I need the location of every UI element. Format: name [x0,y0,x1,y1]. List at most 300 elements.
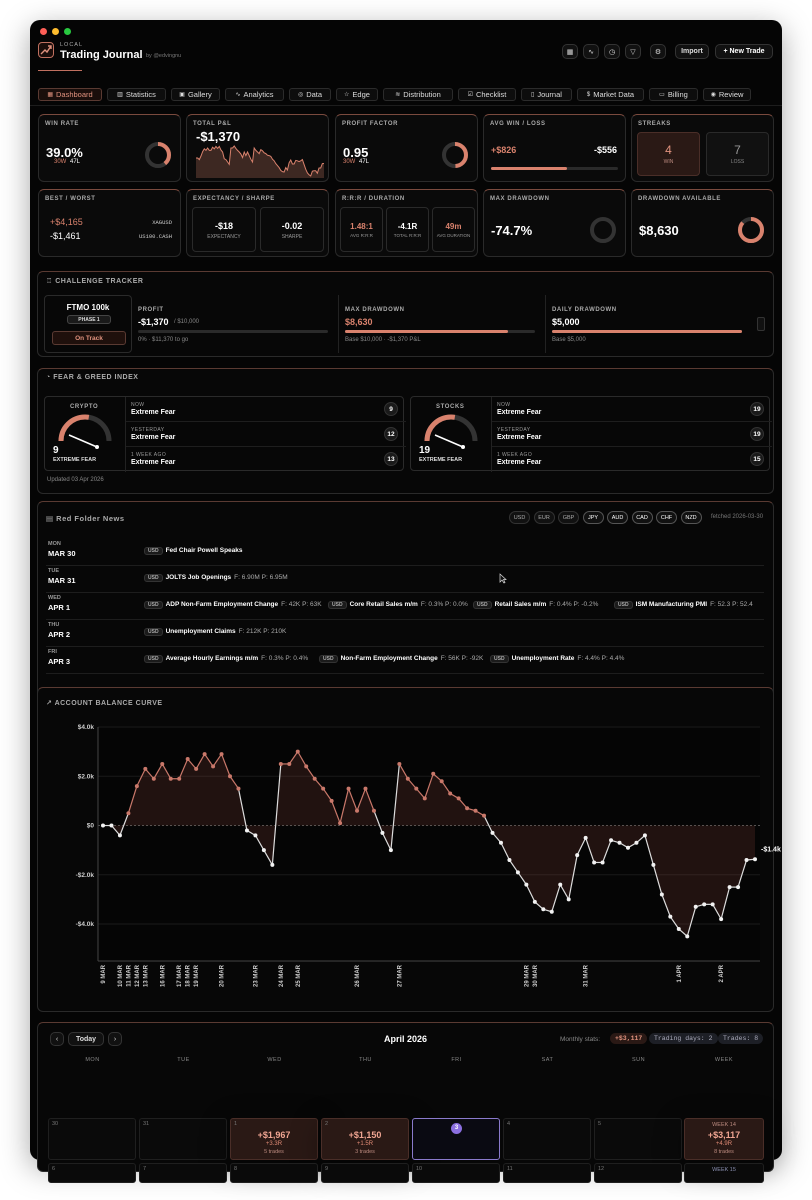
x-tick-label: 25 MAR [295,965,302,988]
pnl-sparkline [195,143,325,179]
calendar-month: April 2026 [383,1034,428,1044]
balance-point[interactable] [550,910,554,914]
news-event[interactable] [490,655,624,663]
balance-point[interactable] [677,927,681,931]
balance-point[interactable] [177,777,181,781]
pf-win-count: 30W [343,159,356,165]
trades-badge: Trades: 8 [718,1033,763,1044]
news-event[interactable] [319,655,483,663]
balance-point[interactable] [736,885,740,889]
profit-factor-card [335,114,478,182]
win-count: 30W [54,159,67,165]
balance-point[interactable] [516,870,520,874]
week-r: +4.9R [715,1141,733,1147]
balance-point[interactable] [609,838,613,842]
calendar-day[interactable] [503,1163,591,1183]
expectancy-box [192,207,256,252]
fear-greed-section [37,368,774,494]
balance-point[interactable] [448,792,452,796]
database-icon: ◎ [297,92,304,98]
pf-loss-count: 47L [359,159,370,165]
balance-point[interactable] [169,777,173,781]
tab-analytics[interactable]: ∿ Analytics [225,88,284,101]
profit-target: / $10,000 [174,319,200,325]
week-pnl: +$3,117 [707,1130,741,1140]
news-event[interactable] [144,601,322,609]
crypto-title: CRYPTO [70,404,99,410]
balance-point[interactable] [457,796,461,800]
news-event[interactable] [144,655,308,663]
balance-point[interactable] [465,806,469,810]
x-tick-label: 27 MAR [397,965,404,988]
win-rate-label: WIN RATE [45,121,80,127]
fear-greed-header: ◔ FEAR & GREED INDEX [46,374,139,381]
day-pnl: +$1,967 [257,1130,291,1140]
currency-badge: USD [144,655,163,663]
tab-gallery[interactable]: ▣ Gallery [171,88,220,101]
calendar-day[interactable] [412,1118,500,1160]
news-event-forecast: F: 0.3% P: 0.0% [420,601,468,608]
balance-point[interactable] [567,897,571,901]
challenge-name: FTMO 100k [66,303,110,312]
day-r: +3.3R [265,1141,283,1147]
image-icon: ▣ [179,92,185,98]
fear-greed-text: Extreme Fear [497,409,542,416]
balance-point[interactable] [330,799,334,803]
balance-point[interactable] [338,821,342,825]
balance-point[interactable] [152,777,156,781]
x-tick-label: 19 MAR [194,965,201,988]
news-day-row [46,593,764,620]
news-day-row [46,647,764,674]
best-worst-label: BEST / WORST [45,196,96,202]
balance-point[interactable] [668,915,672,919]
fear-greed-number: 19 [750,427,764,441]
maximize-window-icon[interactable] [64,28,71,35]
max-drawdown-label: MAX DRAWDOWN [490,196,550,202]
balance-curve-chart [38,713,781,1013]
news-event-name: Core Retail Sales m/m [349,601,418,608]
calendar-day[interactable] [48,1163,136,1183]
rr-duration-card [335,189,478,257]
book-icon: ▯ [531,92,535,98]
balance-point[interactable] [558,883,562,887]
avg-loss-value: -$556 [593,145,617,155]
fear-greed-when: NOW [131,402,145,408]
calendar-day-number: 11 [507,1166,513,1172]
tab-market-data[interactable]: $ Market Data [577,88,644,101]
balance-point[interactable] [270,863,274,867]
news-dow: TUE [48,568,59,574]
x-tick-label: 18 MAR [185,965,192,988]
currency-pill-gbp[interactable]: GBP [558,511,579,524]
news-event-forecast: F: 6.90M P: 6.95M [234,574,288,581]
new-trade-button[interactable]: + New Trade [715,44,773,59]
fear-greed-row [126,397,406,422]
balance-point[interactable] [389,848,393,852]
currency-pill-cad[interactable]: CAD [632,511,653,524]
balance-point[interactable] [728,885,732,889]
news-event[interactable] [144,547,243,555]
balance-point[interactable] [474,809,478,813]
news-event[interactable] [144,574,288,582]
tab-data[interactable]: ◎ Data [289,88,331,101]
calendar-day-number: 1 [234,1121,238,1127]
filter-icon: ▽ [630,48,636,56]
news-event-name: ADP Non-Farm Employment Change [165,601,279,608]
bars-icon: ▥ [117,92,123,98]
balance-point[interactable] [101,824,105,828]
balance-point[interactable] [296,750,300,754]
balance-point[interactable] [397,762,401,766]
balance-point[interactable] [220,752,224,756]
chevron-right-icon: › [113,1035,117,1043]
currency-pill-nzd[interactable]: NZD [681,511,702,524]
balance-point[interactable] [279,762,283,766]
x-tick-label: 9 MAR [101,965,107,984]
expectancy-sharpe-card [186,189,329,257]
x-tick-label: 13 MAR [143,965,150,988]
balance-point[interactable] [203,752,207,756]
calendar-day[interactable] [321,1118,409,1160]
balance-point[interactable] [236,787,240,791]
loss-streak-box [706,132,769,176]
balance-point[interactable] [634,841,638,845]
news-dow: MON [48,541,61,547]
news-date: APR 2 [48,630,71,639]
daily-drawdown-sub: Base $5,000 [552,337,586,343]
news-day-row [46,566,764,593]
tab-billing[interactable]: ▭ Billing [649,88,698,101]
currency-pill-jpy[interactable]: JPY [583,511,604,524]
balance-point[interactable] [584,836,588,840]
max-drawdown-donut [589,216,617,244]
balance-point[interactable] [643,833,647,837]
balance-point[interactable] [355,809,359,813]
balance-point[interactable] [287,762,291,766]
mouse-cursor-icon [499,573,507,584]
y-tick-label: -$4.0k [75,921,94,929]
balance-point[interactable] [499,841,503,845]
max-drawdown-value: -74.7% [491,223,533,238]
x-tick-label: 26 MAR [355,965,362,988]
final-balance-label: -$1.4k [761,846,781,854]
win-streak-value: 4 [665,143,672,157]
balance-point[interactable] [626,846,630,850]
x-tick-label: 20 MAR [219,965,226,988]
fear-greed-when: 1 WEEK AGO [131,452,167,458]
week-summary[interactable] [684,1118,764,1160]
currency-pill-usd[interactable]: USD [509,511,530,524]
news-dow: THU [48,622,60,628]
balance-point[interactable] [380,831,384,835]
x-tick-label: 10 MAR [117,965,124,988]
best-trade-symbol: XAGUSD [152,219,172,226]
minimize-window-icon[interactable] [52,28,59,35]
fear-greed-when: 1 WEEK AGO [497,452,533,458]
today-button[interactable]: Today [68,1032,104,1046]
max-drawdown-card [483,189,626,257]
balance-point[interactable] [109,824,113,828]
max-drawdown-progress-sub: Base $10,000 · -$1,370 P&L [345,337,421,343]
daily-drawdown-progress [552,295,752,353]
week-summary[interactable] [684,1163,764,1183]
weekday-header: THU [359,1057,372,1063]
news-header: ▤ Red Folder News [46,514,125,523]
currency-pill-chf[interactable]: CHF [656,511,677,524]
balance-point[interactable] [211,764,215,768]
calendar-icon: ▤ [46,514,57,523]
calendar-day[interactable] [48,1118,136,1160]
stocks-state: EXTREME FEAR [419,457,463,463]
calendar-day-number: 4 [507,1121,511,1127]
day-trades: 3 trades [355,1149,375,1155]
balance-point[interactable] [711,902,715,906]
weekday-header: FRI [451,1057,462,1063]
balance-point[interactable] [126,811,130,815]
balance-point[interactable] [694,905,698,909]
avg-win-value: +$826 [491,145,517,155]
balance-point[interactable] [160,762,164,766]
tab-edge[interactable]: ☆ Edge [336,88,378,101]
balance-point[interactable] [245,828,249,832]
challenge-tracker-section [37,271,774,357]
news-event[interactable] [614,601,753,609]
calendar-day[interactable] [412,1163,500,1183]
balance-point[interactable] [618,841,622,845]
news-event[interactable] [328,601,468,609]
week-label: WEEK 14 [712,1122,736,1128]
fear-greed-row [492,397,772,422]
total-rr-caption: TOTAL R:R:R [393,233,422,238]
best-worst-card [38,189,181,257]
balance-point[interactable] [575,853,579,857]
tab-journal[interactable]: ▯ Journal [521,88,572,101]
calendar-day-number: 6 [52,1166,56,1172]
balance-point[interactable] [685,934,689,938]
crypto-fear-greed-panel [44,396,404,471]
balance-point[interactable] [313,777,317,781]
calendar-section [37,1022,774,1172]
max-drawdown-progress-value: $8,630 [345,317,373,327]
balance-point[interactable] [143,767,147,771]
star-icon: ☆ [344,92,350,98]
stocks-value: 19 [419,445,431,456]
balance-point[interactable] [228,774,232,778]
divider [338,295,339,353]
fear-greed-text: Extreme Fear [497,459,542,466]
profit-progress-value: -$1,370 [138,317,169,327]
loss-streak-value: 7 [734,143,741,157]
eye-icon: ◉ [710,92,716,98]
balance-point[interactable] [304,764,308,768]
avg-win-loss-label: AVG WIN / LOSS [490,121,546,127]
calendar-day[interactable] [230,1163,318,1183]
import-button[interactable]: Import [675,44,709,59]
x-tick-label: 2 APR [719,965,726,983]
balance-point[interactable] [347,787,351,791]
balance-point[interactable] [253,833,257,837]
calendar-day-number: 30 [52,1121,59,1127]
fear-greed-text: Extreme Fear [131,434,176,441]
balance-point[interactable] [406,777,410,781]
balance-point[interactable] [745,858,749,862]
close-window-icon[interactable] [40,28,47,35]
max-drawdown-progress [345,295,545,353]
max-drawdown-progress-bar [345,330,535,333]
balance-point[interactable] [186,757,190,761]
tab-statistics[interactable]: ▥ Statistics [107,88,166,101]
trend-icon: ↗ [46,700,55,707]
balance-point[interactable] [194,767,198,771]
calendar-day[interactable] [594,1118,682,1160]
sharpe-box [260,207,324,252]
win-rate-value: 39.0% [46,145,83,160]
balance-point[interactable] [321,787,325,791]
balance-point[interactable] [372,809,376,813]
balance-point[interactable] [753,857,757,861]
clock-button[interactable] [604,44,620,59]
calendar-day[interactable] [139,1118,227,1160]
news-event[interactable] [473,601,598,609]
weekday-header: TUE [177,1057,190,1063]
calendar-day[interactable] [321,1163,409,1183]
win-rate-donut [144,141,172,169]
balance-point[interactable] [135,784,139,788]
balance-point[interactable] [491,831,495,835]
balance-point[interactable] [592,860,596,864]
fear-greed-row [126,422,406,447]
balance-point[interactable] [431,772,435,776]
fear-greed-text: Extreme Fear [131,459,176,466]
day-r: +1.5R [356,1141,374,1147]
check-icon: ☑ [467,92,473,98]
grid-icon: ▦ [47,92,53,98]
calendar-day[interactable] [230,1118,318,1160]
avg-duration-caption: AVG DURATION [436,233,471,238]
dollar-icon: $ [586,91,591,98]
trading-days-badge: Trading days: 2 [649,1033,718,1044]
fear-greed-number: 15 [750,452,764,466]
challenge-scroll-handle[interactable] [757,317,765,331]
balance-point[interactable] [541,907,545,911]
worst-trade-value: -$1,461 [50,231,81,241]
news-day-row [46,539,764,566]
week-trades: 8 trades [714,1149,734,1155]
weekday-header: MON [85,1057,100,1063]
calendar-day[interactable] [503,1118,591,1160]
news-dow: WED [48,595,61,601]
profit-factor-donut [441,141,469,169]
calendar-day-number: 5 [598,1121,602,1127]
weekday-header: WEEK [714,1057,734,1063]
news-event-name: Non-Farm Employment Change [340,655,438,662]
clock-icon: ◷ [608,48,616,56]
expectancy-sharpe-label: EXPECTANCY / SHARPE [193,196,275,202]
layout-button[interactable] [562,44,578,59]
tab-review[interactable]: ◉ Review [703,88,751,101]
streaks-label: STREAKS [638,121,671,127]
balance-point[interactable] [651,863,655,867]
currency-pill-eur[interactable]: EUR [534,511,555,524]
filter-button[interactable] [625,44,641,59]
balance-point[interactable] [414,787,418,791]
balance-point[interactable] [702,902,706,906]
calendar-day-number: 9 [325,1166,329,1172]
tab-distribution[interactable]: ≋ Distribution [383,88,453,101]
balance-point[interactable] [262,848,266,852]
tab-checklist[interactable]: ☑ Checklist [458,88,516,101]
balance-curve-section [37,687,781,1012]
x-tick-label: 11 MAR [126,965,133,987]
total-rr-value: -4.1R [397,222,418,231]
news-event[interactable] [144,628,286,636]
balance-point[interactable] [601,860,605,864]
fear-greed-number: 12 [384,427,398,441]
balance-point[interactable] [719,917,723,921]
currency-badge: USD [144,547,163,555]
fear-greed-when: YESTERDAY [497,427,531,433]
crypto-state: EXTREME FEAR [53,457,97,463]
profit-progress [138,295,338,353]
currency-pill-aud[interactable]: AUD [607,511,628,524]
balance-point[interactable] [440,779,444,783]
currency-badge: USD [614,601,633,609]
drawdown-available-donut [737,216,765,244]
win-rate-card [38,114,181,182]
fear-greed-when: NOW [497,402,511,408]
calendar-day[interactable] [139,1163,227,1183]
news-date: APR 1 [48,603,71,612]
calendar-day-number: 12 [598,1166,605,1172]
drawdown-available-card [631,189,774,257]
avg-win-loss-card [483,114,626,182]
currency-badge: USD [144,574,163,582]
worst-trade-symbol: US100.CASH [138,233,172,240]
total-pnl-label: TOTAL P&L [193,121,232,127]
calendar-day-number: 10 [416,1166,423,1172]
balance-point[interactable] [507,858,511,862]
balance-point[interactable] [423,796,427,800]
loss-count: 47L [70,159,81,165]
balance-point[interactable] [482,814,486,818]
x-tick-label: 24 MAR [278,965,285,988]
settings-button[interactable] [650,44,666,59]
balance-point[interactable] [533,900,537,904]
news-event-name: Fed Chair Powell Speaks [165,547,243,554]
gear-icon: ⚙ [654,48,662,56]
news-event-forecast: F: 0.4% P: -0.2% [549,601,599,608]
tab-dashboard[interactable]: ▦ Dashboard [38,88,102,101]
calendar-day-number: 7 [143,1166,147,1172]
total-pnl-card [186,114,329,182]
balance-point[interactable] [363,787,367,791]
activity-button[interactable] [583,44,599,59]
calendar-day[interactable] [594,1163,682,1183]
fear-greed-number: 9 [384,402,398,416]
balance-point[interactable] [660,892,664,896]
daily-drawdown-label: DAILY DRAWDOWN [552,307,617,313]
drawdown-available-label: DRAWDOWN AVAILABLE [638,196,722,202]
balance-point[interactable] [524,883,528,887]
x-tick-label: 31 MAR [583,965,590,988]
balance-point[interactable] [118,833,122,837]
currency-badge: USD [328,601,347,609]
stocks-history [491,397,771,472]
app-window [30,20,782,1173]
y-tick-label: $2.0k [77,773,94,781]
calendar-day-number: 3 [454,1125,459,1131]
